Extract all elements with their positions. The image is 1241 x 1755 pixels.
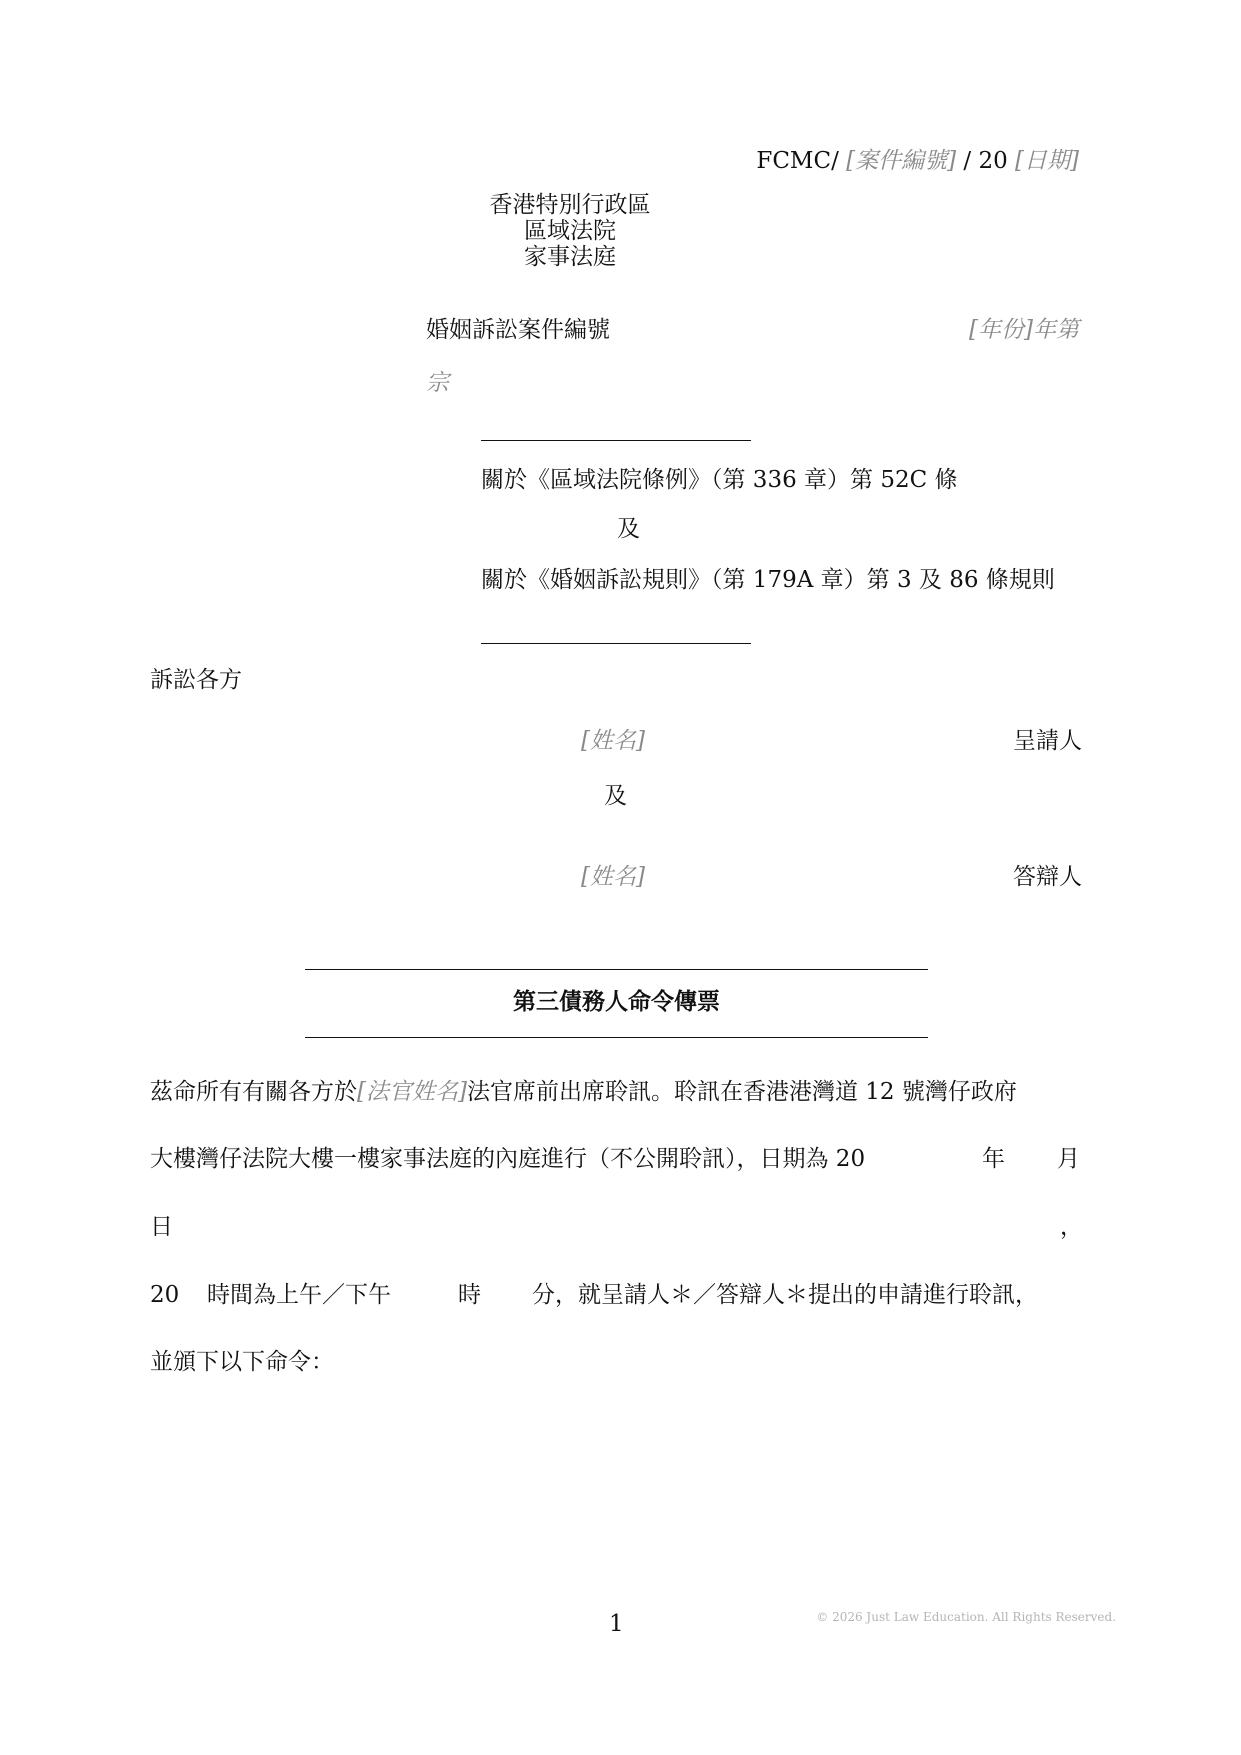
body-line-4-time: 時間為上午／下午 [207,1282,391,1308]
court-line-family: 家事法庭 [524,244,616,270]
statute-line-ordinance: 關於《區域法院條例》（第 336 章）第 52C 條 [481,467,958,493]
body-line-1 [150,1077,1017,1107]
court-line-region: 香港特別行政區 [489,192,651,218]
case-number-year [969,315,1079,345]
body-line-3-comma: ， [1060,1214,1083,1240]
copyright-notice: © 2026 Just Law Education. All Rights Reserved. [816,1610,1116,1624]
court-line-district: 區域法院 [524,218,616,244]
parties-heading: 訴訟各方 [150,667,242,693]
body-line-3-day: 日 [150,1214,173,1240]
year-placeholder: [年份] [969,317,1033,343]
statute-top-rule [481,440,751,441]
title-bottom-rule [305,1037,928,1038]
body-line-1-pre: 茲命所有有關各方於 [150,1079,357,1105]
body-line-4-hour: 時 [458,1282,481,1308]
body-line-4-twenty: 20 [150,1282,180,1308]
case-number-placeholder: [案件編號] [846,148,957,174]
body-line-2-year: 年 [982,1146,1005,1172]
petitioner-role: 呈請人 [1013,728,1082,754]
parties-conjunction: 及 [604,783,627,809]
case-number-label: 婚姻訴訟案件編號 [426,317,610,343]
judge-name-placeholder: [法官姓名] [357,1079,467,1105]
statute-conjunction: 及 [617,516,640,542]
statute-bottom-rule [481,643,751,644]
title-top-rule [305,969,928,970]
body-line-2-month: 月 [1057,1146,1080,1172]
case-ref-middle: / 20 [956,148,1016,174]
respondent-name-placeholder: [姓名] [581,864,645,890]
case-ref-prefix: FCMC/ [756,148,839,174]
respondent-role: 答辯人 [1013,864,1082,890]
date-placeholder: [日期] [1015,148,1079,174]
court-heading [470,192,670,270]
page-number: 1 [609,1611,624,1637]
case-reference [756,146,1079,176]
body-line-5: 並頒下以下命令： [150,1349,334,1375]
statute-line-rules: 關於《婚姻訴訟規則》（第 179A 章）第 3 及 86 條規則 [481,567,1055,593]
petitioner-name-placeholder: [姓名] [581,728,645,754]
body-line-1-post: 法官席前出席聆訊。聆訊在香港港灣道 12 號灣仔政府 [466,1079,1017,1105]
body-line-4-rest: 分，就呈請人＊／答辯人＊提出的申請進行聆訊， [532,1282,1038,1308]
body-line-2: 大樓灣仔法院大樓一樓家事法庭的內庭進行（不公開聆訊），日期為 20 [150,1146,866,1172]
summons-title: 第三債務人命令傳票 [513,988,720,1015]
case-number-item-suffix: 宗 [426,370,449,396]
year-suffix: 年第 [1033,317,1079,343]
